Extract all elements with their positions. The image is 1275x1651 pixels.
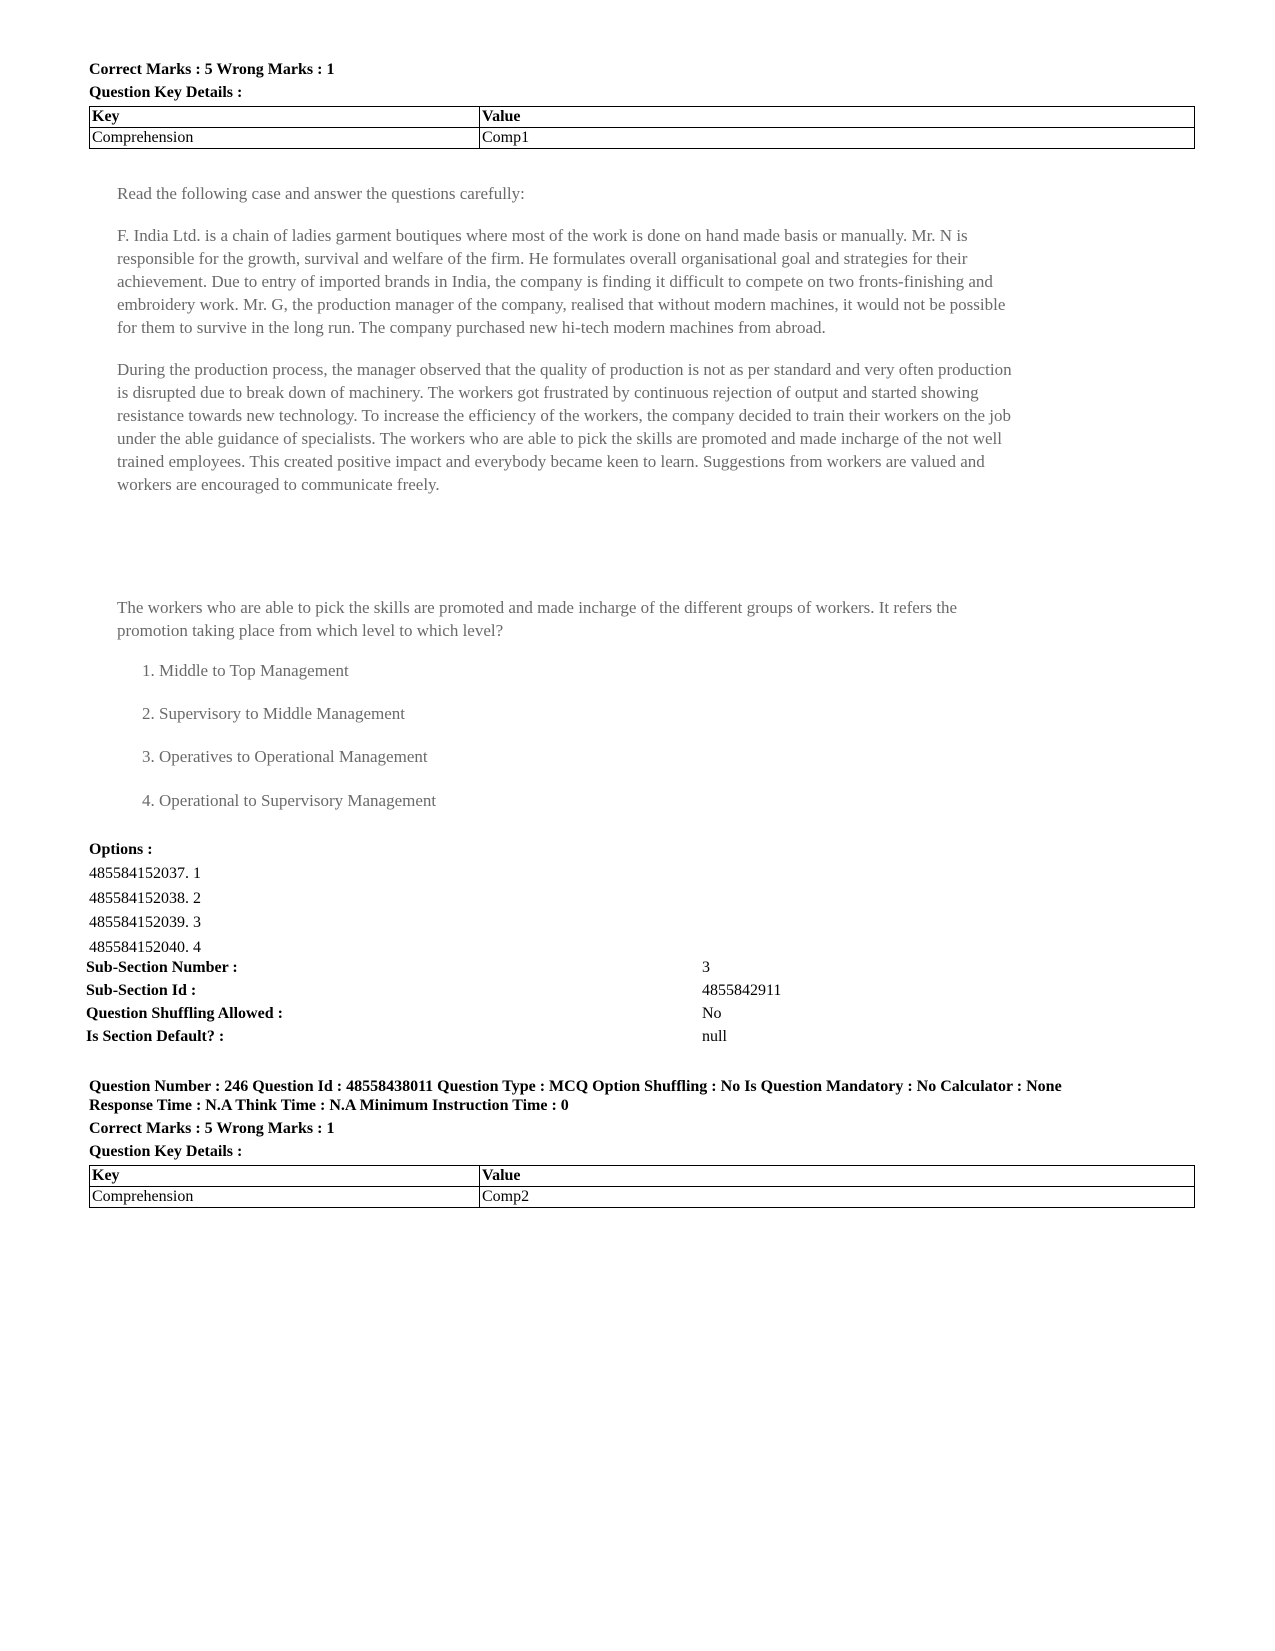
- passage-paragraph-1: F. India Ltd. is a chain of ladies garment boutiques where most of the work is done on hand made basis or manually. Mr. N is responsible for the growth, survival and welfare of the firm. He formulates overall organisational goal and strategies for their achievement. Due to entry of imported brands in India, the company is finding it difficult to compete on two fronts-finishing and embroidery work. Mr. G, the production manager of the company, realised that without modern machines, it would not be possible for them to survive in the long run. The company purchased new hi-tech modern machines from abroad.: [117, 226, 1006, 337]
- list-item: 485584152039. 3: [89, 914, 201, 931]
- value-cell: Comp2: [480, 1187, 1195, 1208]
- subsection-number-value: 3: [702, 959, 710, 976]
- subsection-id-row: [86, 981, 782, 1001]
- options-list: [89, 862, 201, 960]
- question-text: The workers who are able to pick the skills are promoted and made incharge of the different groups of workers. It refers the promotion taking place from which level to which level?: [117, 598, 958, 640]
- q2-marks: Correct Marks : 5 Wrong Marks : 1: [89, 1120, 335, 1137]
- key-header: Key: [90, 107, 480, 128]
- table-header-row: [90, 107, 1195, 128]
- subsection-id-value: 4855842911: [702, 982, 782, 999]
- choice-4: 4. Operational to Supervisory Management: [142, 791, 437, 810]
- passage-paragraph-2: During the production process, the manager observed that the quality of production is not as per standard and very often production is disrupted due to break down of machinery. The workers got frustrated by continuous rejection of output and started showing resistance towards new technology. To increase the efficiency of the workers, the company decided to train their workers on the job under the able guidance of specialists. The workers who are able to pick the skills are promoted and made incharge of the not well trained employees. This created positive impact and everybody became keen to learn. Suggestions from workers are valued and workers are encouraged to communicate freely.: [117, 360, 1012, 494]
- shuffle-label: Question Shuffling Allowed :: [86, 1005, 283, 1022]
- choice-1: 1. Middle to Top Management: [142, 661, 349, 680]
- passage-image: [117, 182, 1017, 496]
- q1-key-table: [89, 106, 1195, 149]
- section-default-value: null: [702, 1028, 727, 1045]
- key-cell: Comprehension: [90, 1187, 480, 1208]
- list-item: 485584152038. 2: [89, 889, 201, 907]
- q2-header-line-1: Question Number : 246 Question Id : 48558438011 Question Type : MCQ Option Shuffling : No Is Question Mandatory : No Calculator : None: [89, 1078, 1062, 1095]
- subsection-id-label: Sub-Section Id :: [86, 982, 197, 999]
- value-header: Value: [480, 107, 1195, 128]
- list-item: 485584152037. 1: [89, 865, 201, 882]
- value-header: Value: [480, 1166, 1195, 1187]
- q2-header-line-2: Response Time : N.A Think Time : N.A Minimum Instruction Time : 0: [89, 1097, 569, 1114]
- choice-2: 2. Supervisory to Middle Management: [142, 704, 405, 723]
- q2-key-details-label: Question Key Details :: [89, 1143, 243, 1160]
- q1-marks: Correct Marks : 5 Wrong Marks : 1: [89, 61, 335, 78]
- value-cell: Comp1: [480, 128, 1195, 149]
- list-item: 485584152040. 4: [89, 938, 201, 956]
- key-cell: Comprehension: [90, 128, 480, 149]
- subsection-number-label: Sub-Section Number :: [86, 959, 238, 976]
- options-label: Options :: [89, 841, 153, 858]
- section-default-label: Is Section Default? :: [86, 1028, 225, 1045]
- passage-intro: Read the following case and answer the questions carefully:: [117, 184, 525, 203]
- table-header-row: [90, 1166, 1195, 1187]
- q1-key-details-label: Question Key Details :: [89, 84, 243, 101]
- q2-key-table: [89, 1165, 1195, 1208]
- shuffle-row: [86, 1004, 722, 1024]
- shuffle-value: No: [702, 1005, 722, 1022]
- choice-3: 3. Operatives to Operational Management: [142, 747, 428, 766]
- key-header: Key: [90, 1166, 480, 1187]
- table-row: [90, 128, 1195, 149]
- section-default-row: [86, 1027, 727, 1047]
- subsection-number-row: [86, 958, 710, 978]
- table-row: [90, 1187, 1195, 1208]
